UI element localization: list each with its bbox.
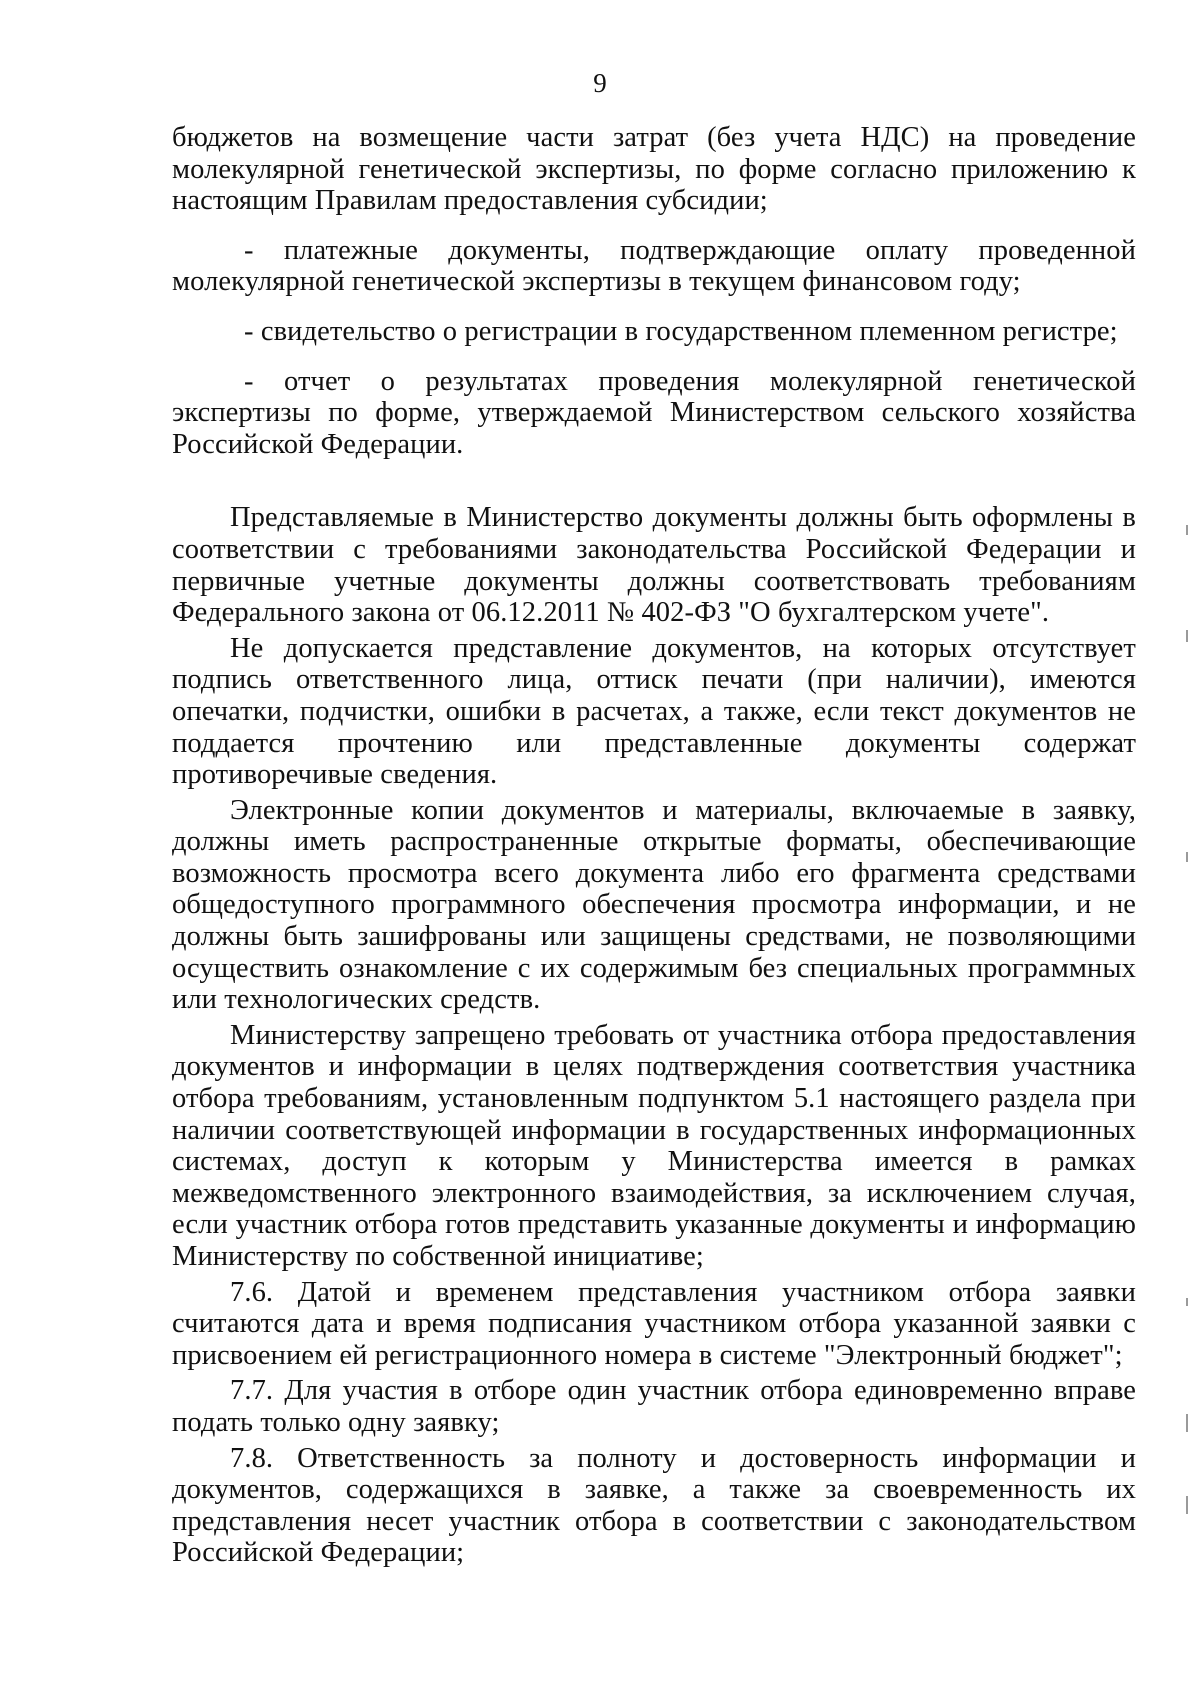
paragraph-inadmissible-documents: Не допускается представление документов, на которых отсутствует подпись ответственного лица, оттиск печати (при наличии), имеются опечатки, подчистки, ошибки в расчетах, а также, если текст документов не поддается прочтению или представленные документы содержат противоречивые сведения.: [172, 632, 1136, 791]
clause-7-8: 7.8. Ответственность за полноту и достоверность информации и документов, содержащихся в заявке, а также за своевременность их представления несет участник отбора в соответствии с законодательством Российской Федерации;: [172, 1442, 1136, 1569]
paragraph-budget-continuation: бюджетов на возмещение части затрат (без учета НДС) на проведение молекулярной генетической экспертизы, по форме согласно приложению к настоящим Правилам предоставления субсидии;: [172, 122, 1136, 217]
list-item-registry-certificate: - свидетельство о регистрации в государственном племенном регистре;: [244, 315, 1118, 347]
scan-edge-mark: [1186, 630, 1188, 642]
document-body: [172, 122, 1136, 1569]
scan-edge-mark: [1186, 1298, 1188, 1306]
list-item-payment-documents: - платежные документы, подтверждающие оплату проведенной молекулярной генетической экспертизы в текущем финансовом году;: [172, 234, 1136, 298]
paragraph-ministry-restrictions: Министерству запрещено требовать от участника отбора предоставления документов и информации в целях подтверждения соответствия участника отбора требованиям, установленным подпунктом 5.1 настоящего раздела при наличии соответствующей информации в государственных информационных системах, доступ к которым у Министерства имеется в рамках межведомственного электронного взаимодействия, за исключением случая, если участник отбора готов представить указанные документы и информацию Министерству по собственной инициативе;: [172, 1019, 1136, 1272]
paragraph-document-requirements: Представляемые в Министерство документы должны быть оформлены в соответствии с требованиями законодательства Российской Федерации и первичные учетные документы должны соответствовать требованиям Федерального закона от 06.12.2011 № 402-ФЗ "О бухгалтерском учете".: [172, 502, 1136, 629]
paragraph-electronic-copies: Электронные копии документов и материалы, включаемые в заявку, должны иметь распространенные открытые форматы, обеспечивающие возможность просмотра всего документа либо его фрагмента средствами общедоступного программного обеспечения просмотра информации, и не должны быть зашифрованы или защищены средствами, не позволяющими осуществить ознакомление с их содержимым без специальных программных или технологических средств.: [172, 794, 1136, 1016]
page-number: 9: [593, 68, 607, 98]
scan-edge-mark: [1186, 525, 1188, 535]
clause-7-7: 7.7. Для участия в отборе один участник отбора единовременно вправе подать только одну заявку;: [172, 1375, 1136, 1438]
scan-edge-mark: [1186, 852, 1188, 862]
clause-7-6: 7.6. Датой и временем представления участником отбора заявки считаются дата и время подписания участником отбора указанной заявки с присвоением ей регистрационного номера в системе "Электронный бюджет";: [172, 1276, 1136, 1371]
list-item-expertise-report: - отчет о результатах проведения молекулярной генетической экспертизы по форме, утверждаемой Министерством сельского хозяйства Российской Федерации.: [172, 365, 1136, 460]
scan-edge-mark: [1186, 1496, 1188, 1514]
scan-edge-mark: [1186, 1414, 1188, 1432]
